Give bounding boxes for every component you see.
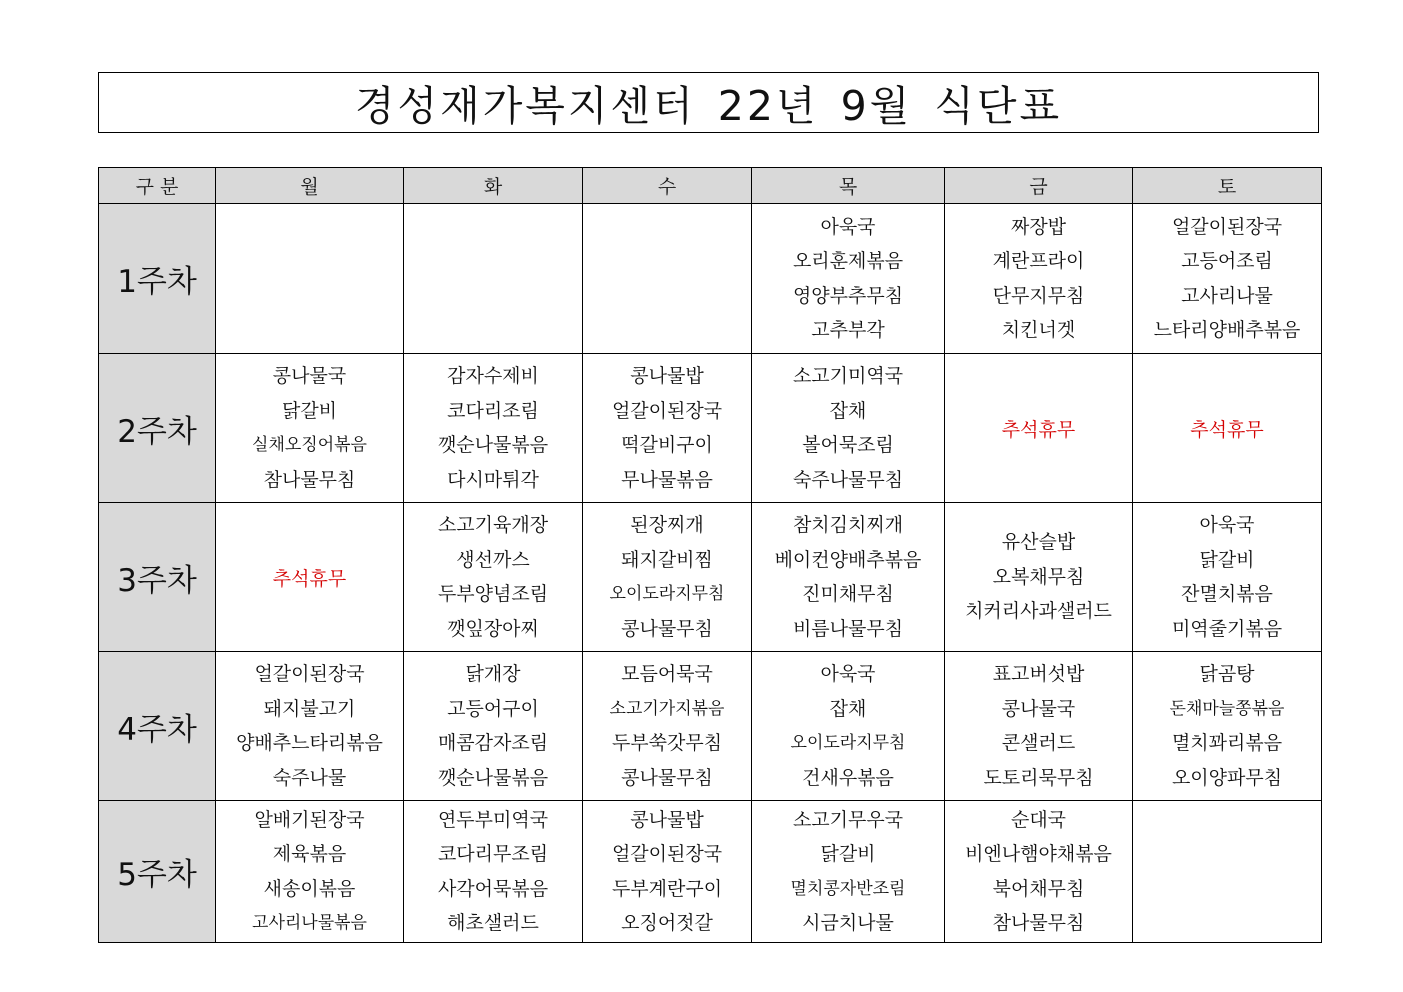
header-day-wed: 수 bbox=[583, 168, 752, 204]
menu-item: 계란프라이 bbox=[992, 250, 1085, 272]
menu-item: 짜장밥 bbox=[1010, 215, 1067, 238]
menu-cell-thu bbox=[752, 652, 945, 801]
menu-item: 베이컨양배추볶음 bbox=[774, 548, 922, 571]
menu-item: 시금치나물 bbox=[802, 912, 894, 934]
menu-item: 아욱국 bbox=[820, 215, 876, 238]
menu-item: 사각어묵볶음 bbox=[437, 877, 549, 900]
header-day-tue: 화 bbox=[404, 168, 583, 204]
meal-plan-table bbox=[98, 167, 1322, 943]
menu-item: 미역줄기볶음 bbox=[1171, 617, 1283, 640]
menu-item: 닭갈비 bbox=[820, 843, 876, 865]
menu-item: 얼갈이된장국 bbox=[611, 843, 723, 865]
menu-item: 아욱국 bbox=[1199, 514, 1255, 536]
menu-item: 오복채무침 bbox=[992, 565, 1085, 588]
menu-item: 치커리사과샐러드 bbox=[965, 600, 1112, 623]
menu-item: 잡채 bbox=[829, 697, 867, 720]
menu-item: 알배기된장국 bbox=[254, 808, 365, 831]
menu-item: 영양부추무침 bbox=[792, 284, 904, 307]
header-category: 구 분 bbox=[99, 168, 216, 204]
menu-item: 얼갈이된장국 bbox=[1171, 215, 1283, 238]
menu-cell-tue bbox=[404, 503, 583, 652]
menu-item: 소고기육개장 bbox=[437, 514, 549, 536]
menu-item: 두부쑥갓무침 bbox=[611, 732, 723, 754]
page-title: 경성재가복지센터 22년 9월 식단표 bbox=[98, 72, 1319, 133]
menu-item: 콩나물국 bbox=[272, 365, 347, 387]
menu-item: 오이도라지무침 bbox=[609, 584, 725, 604]
week-label: 3주차 bbox=[99, 503, 216, 652]
menu-item: 순대국 bbox=[1010, 808, 1067, 831]
menu-item: 북어채무침 bbox=[992, 877, 1085, 900]
menu-item: 코다리조림 bbox=[447, 399, 539, 422]
header-day-sat: 토 bbox=[1133, 168, 1322, 204]
menu-item: 콩나물무침 bbox=[621, 766, 713, 789]
menu-item: 콩나물밥 bbox=[630, 365, 704, 387]
menu-item: 고등어조림 bbox=[1181, 250, 1273, 272]
menu-cell-wed bbox=[583, 503, 752, 652]
week-row bbox=[99, 801, 1322, 943]
menu-cell-mon bbox=[216, 204, 404, 354]
menu-item: 모듬어묵국 bbox=[621, 663, 713, 685]
holiday-cell-fri bbox=[945, 354, 1133, 503]
menu-cell-mon bbox=[216, 652, 404, 801]
menu-cell-fri bbox=[945, 503, 1133, 652]
menu-cell-tue bbox=[404, 354, 583, 503]
menu-item: 건새우볶음 bbox=[802, 766, 894, 789]
menu-cell-fri bbox=[945, 204, 1133, 354]
menu-cell-fri bbox=[945, 652, 1133, 801]
menu-item: 콩나물무침 bbox=[621, 617, 713, 640]
menu-item: 느타리양배추볶음 bbox=[1153, 319, 1301, 341]
menu-item: 된장찌개 bbox=[630, 514, 704, 536]
menu-item: 단무지무침 bbox=[992, 284, 1085, 307]
menu-item: 표고버섯밥 bbox=[992, 663, 1085, 685]
menu-item: 멸치콩자반조림 bbox=[790, 878, 906, 899]
week-label: 2주차 bbox=[99, 354, 216, 503]
header-day-mon: 월 bbox=[216, 168, 404, 204]
menu-cell-thu bbox=[752, 503, 945, 652]
menu-cell-fri bbox=[945, 801, 1133, 943]
menu-item: 진미채무침 bbox=[802, 583, 894, 605]
menu-cell-mon bbox=[216, 354, 404, 503]
menu-item: 깻잎장아찌 bbox=[447, 617, 539, 640]
menu-item: 오이양파무침 bbox=[1171, 766, 1283, 789]
menu-item: 돈채마늘쫑볶음 bbox=[1169, 698, 1285, 719]
menu-item: 떡갈비구이 bbox=[621, 434, 713, 456]
menu-item: 오징어젓갈 bbox=[621, 912, 713, 934]
menu-item: 소고기가지볶음 bbox=[609, 698, 725, 719]
menu-item: 콘샐러드 bbox=[1001, 732, 1076, 754]
menu-item: 무나물볶음 bbox=[621, 468, 713, 491]
menu-item: 두부양념조림 bbox=[437, 583, 549, 605]
holiday-cell-mon bbox=[216, 503, 404, 652]
menu-cell-sat bbox=[1133, 652, 1322, 801]
week-row bbox=[99, 204, 1322, 354]
menu-item: 참나물무침 bbox=[263, 468, 356, 491]
menu-item: 비엔나햄야채볶음 bbox=[965, 843, 1112, 865]
menu-item: 오이도라지무침 bbox=[790, 733, 906, 753]
week-row bbox=[99, 503, 1322, 652]
holiday-cell-sat bbox=[1133, 354, 1322, 503]
week-row bbox=[99, 652, 1322, 801]
menu-item: 볼어묵조림 bbox=[802, 434, 894, 456]
header-day-thu: 목 bbox=[752, 168, 945, 204]
menu-cell-wed bbox=[583, 652, 752, 801]
menu-item: 잔멸치볶음 bbox=[1181, 583, 1273, 605]
menu-item: 닭갈비 bbox=[1199, 548, 1255, 571]
header-row bbox=[99, 168, 1322, 204]
header-day-fri: 금 bbox=[945, 168, 1133, 204]
menu-item: 고등어구이 bbox=[447, 697, 539, 720]
menu-item: 잡채 bbox=[829, 399, 867, 422]
menu-item: 숙주나물 bbox=[272, 766, 347, 789]
menu-cell-tue bbox=[404, 801, 583, 943]
week-label: 1주차 bbox=[99, 204, 216, 354]
menu-cell-thu bbox=[752, 354, 945, 503]
week-row bbox=[99, 354, 1322, 503]
menu-item: 양배추느타리볶음 bbox=[236, 732, 383, 754]
menu-item: 참치김치찌개 bbox=[792, 514, 904, 536]
menu-cell-mon bbox=[216, 801, 404, 943]
menu-item: 콩나물국 bbox=[1001, 697, 1076, 720]
menu-item: 멸치꽈리볶음 bbox=[1171, 732, 1283, 754]
menu-item: 비름나물무침 bbox=[792, 617, 904, 640]
menu-item: 유산슬밥 bbox=[1001, 531, 1076, 554]
menu-item: 고사리나물볶음 bbox=[252, 913, 367, 933]
menu-item: 실채오징어볶음 bbox=[252, 435, 367, 455]
menu-cell-sat bbox=[1133, 204, 1322, 354]
menu-item: 연두부미역국 bbox=[437, 808, 549, 831]
menu-cell-wed bbox=[583, 801, 752, 943]
menu-item: 소고기무우국 bbox=[792, 808, 904, 831]
menu-item: 치킨너겟 bbox=[1001, 319, 1076, 341]
meal-plan-body bbox=[99, 204, 1322, 943]
menu-item: 다시마튀각 bbox=[447, 468, 539, 491]
menu-item: 돼지갈비찜 bbox=[621, 548, 713, 571]
menu-cell-wed bbox=[583, 204, 752, 354]
menu-item: 두부계란구이 bbox=[611, 877, 723, 900]
holiday-label: 추석휴무 bbox=[1190, 418, 1264, 441]
menu-item: 닭곰탕 bbox=[1199, 663, 1255, 685]
week-label: 4주차 bbox=[99, 652, 216, 801]
menu-item: 도토리묵무침 bbox=[983, 766, 1094, 789]
menu-item: 참나물무침 bbox=[992, 912, 1085, 934]
menu-item: 매콤감자조림 bbox=[437, 732, 549, 754]
menu-item: 고추부각 bbox=[811, 319, 885, 341]
holiday-label: 추석휴무 bbox=[1001, 418, 1076, 441]
menu-item: 얼갈이된장국 bbox=[611, 399, 723, 422]
menu-item: 돼지불고기 bbox=[263, 697, 356, 720]
menu-item: 소고기미역국 bbox=[792, 365, 904, 387]
menu-item: 닭개장 bbox=[465, 663, 521, 685]
menu-cell-thu bbox=[752, 204, 945, 354]
menu-item: 새송이볶음 bbox=[263, 877, 356, 900]
menu-item: 생선까스 bbox=[456, 548, 530, 571]
menu-cell-tue bbox=[404, 652, 583, 801]
menu-item: 고사리나물 bbox=[1181, 284, 1273, 307]
menu-cell-wed bbox=[583, 354, 752, 503]
menu-item: 해초샐러드 bbox=[447, 912, 539, 934]
menu-item: 제육볶음 bbox=[272, 843, 347, 865]
menu-cell-sat bbox=[1133, 503, 1322, 652]
menu-item: 콩나물밥 bbox=[630, 808, 704, 831]
menu-item: 감자수제비 bbox=[447, 365, 539, 387]
menu-item: 깻순나물볶음 bbox=[437, 434, 549, 456]
menu-item: 깻순나물볶음 bbox=[437, 766, 549, 789]
holiday-label: 추석휴무 bbox=[272, 567, 347, 590]
week-label: 5주차 bbox=[99, 801, 216, 943]
menu-item: 숙주나물무침 bbox=[792, 468, 904, 491]
menu-cell-tue bbox=[404, 204, 583, 354]
menu-item: 아욱국 bbox=[820, 663, 876, 685]
menu-cell-thu bbox=[752, 801, 945, 943]
menu-item: 얼갈이된장국 bbox=[254, 663, 365, 685]
menu-cell-sat bbox=[1133, 801, 1322, 943]
menu-item: 코다리무조림 bbox=[437, 843, 549, 865]
menu-item: 오리훈제볶음 bbox=[792, 250, 904, 272]
menu-item: 닭갈비 bbox=[281, 399, 338, 422]
